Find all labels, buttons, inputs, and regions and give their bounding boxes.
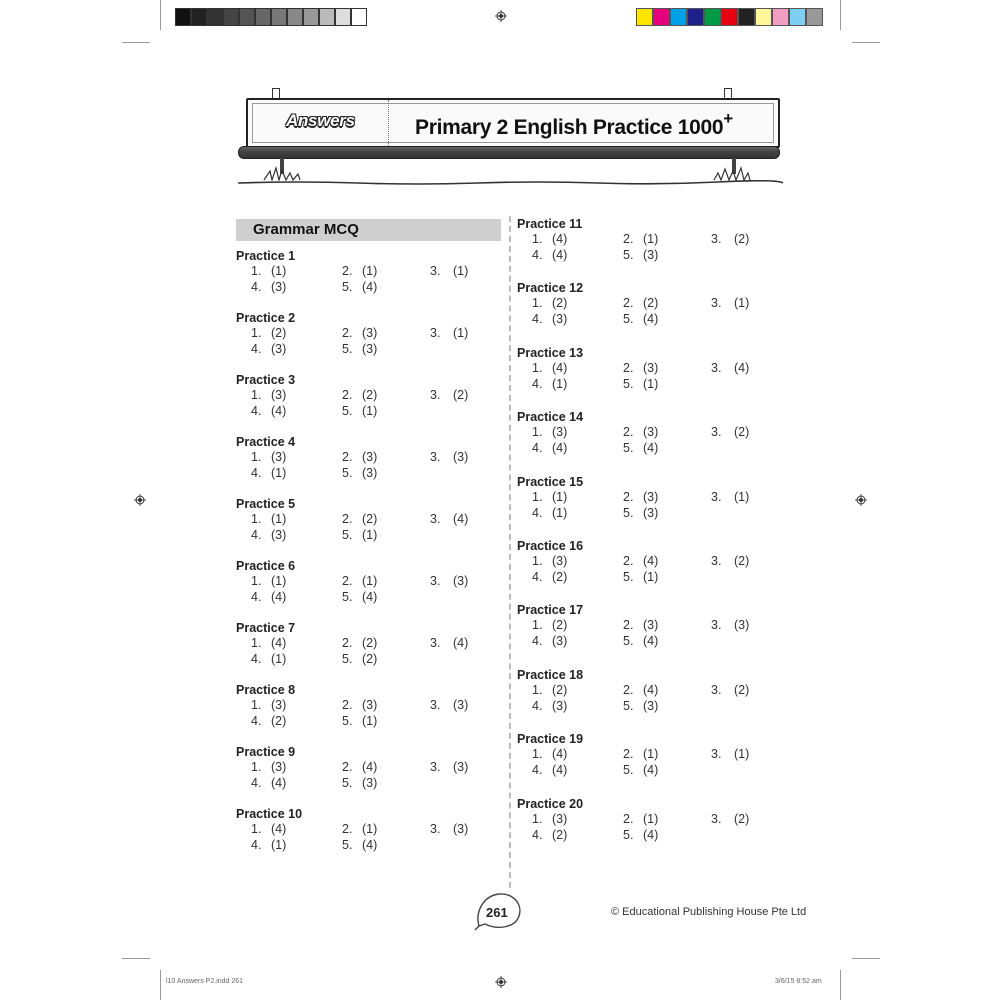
question-number: 2. [342, 512, 353, 526]
color-swatch [255, 8, 271, 26]
question-number: 1. [532, 618, 543, 633]
color-swatch [755, 8, 772, 26]
question-number: 3. [430, 636, 441, 650]
color-swatch [191, 8, 207, 26]
question-number: 3. [711, 554, 722, 568]
question-number: 2. [623, 489, 634, 504]
question-number: 3. [711, 296, 722, 311]
answer-value: (1) [552, 489, 568, 504]
color-swatch [271, 8, 287, 26]
answer-value: (3) [271, 342, 287, 356]
question-number: 5. [623, 698, 634, 713]
question-number: 4. [532, 248, 543, 262]
question-number: 4. [532, 634, 543, 649]
answer-value: (3) [362, 450, 378, 464]
question-number: 1. [251, 388, 262, 402]
question-number: 1. [532, 554, 543, 568]
registration-mark-icon [495, 10, 507, 22]
question-number: 5. [342, 652, 353, 666]
answer-value: (1) [271, 574, 287, 588]
question-number: 2. [342, 698, 353, 712]
question-number: 4. [251, 714, 262, 728]
question-number: 4. [251, 280, 262, 294]
color-swatch [287, 8, 303, 26]
answer-value: (1) [552, 376, 568, 391]
question-number: 4. [251, 776, 262, 790]
color-swatch [789, 8, 806, 26]
color-swatch [704, 8, 721, 26]
answer-value: (4) [271, 404, 287, 418]
question-number: 1. [532, 232, 543, 246]
answer-value: (3) [734, 618, 750, 633]
answer-value: (3) [643, 360, 659, 375]
question-number: 4. [251, 652, 262, 666]
answer-value: (1) [362, 264, 378, 278]
page-title: Primary 2 English Practice 1000+ [415, 109, 733, 139]
question-number: 1. [532, 296, 543, 311]
answer-value: (1) [453, 264, 469, 278]
question-number: 4. [532, 312, 543, 327]
question-number: 2. [623, 811, 634, 826]
answer-value: (1) [362, 714, 378, 728]
question-number: 1. [251, 264, 262, 278]
answer-value: (4) [643, 763, 659, 778]
question-number: 5. [342, 838, 353, 852]
answer-value: (3) [552, 554, 568, 568]
question-number: 1. [532, 360, 543, 375]
answer-value: (1) [643, 570, 659, 584]
answer-value: (4) [643, 827, 659, 842]
question-number: 5. [342, 528, 353, 542]
answer-value: (2) [362, 636, 378, 650]
registration-mark-icon [495, 976, 507, 988]
color-swatch [223, 8, 239, 26]
color-swatch [687, 8, 704, 26]
question-number: 1. [251, 760, 262, 774]
answer-value: (4) [643, 441, 659, 456]
question-number: 1. [532, 747, 543, 762]
practice-title: Practice 5 [236, 497, 296, 511]
answer-value: (2) [552, 296, 568, 311]
practice-title: Practice 8 [236, 683, 296, 697]
crop-mark [852, 42, 880, 43]
answer-value: (2) [362, 652, 378, 666]
answer-value: (4) [552, 747, 568, 762]
ground-line [238, 180, 783, 186]
answer-value: (1) [734, 489, 750, 504]
crop-mark [852, 958, 880, 959]
question-number: 2. [623, 425, 634, 440]
question-number: 5. [342, 714, 353, 728]
question-number: 4. [251, 404, 262, 418]
question-number: 5. [342, 280, 353, 294]
answer-value: (3) [271, 698, 287, 712]
question-number: 3. [711, 811, 722, 826]
question-number: 2. [623, 360, 634, 375]
answer-value: (4) [643, 312, 659, 327]
answer-value: (4) [552, 360, 568, 375]
question-number: 4. [251, 590, 262, 604]
question-number: 1. [532, 425, 543, 440]
registration-mark-icon [855, 494, 867, 506]
question-number: 4. [532, 441, 543, 456]
answer-value: (1) [362, 822, 378, 836]
crop-mark [840, 970, 841, 1000]
color-swatch [207, 8, 223, 26]
answer-value: (3) [643, 505, 659, 520]
question-number: 5. [342, 590, 353, 604]
question-number: 5. [623, 376, 634, 391]
answer-value: (4) [271, 636, 287, 650]
question-number: 1. [251, 326, 262, 340]
answer-value: (4) [734, 360, 750, 375]
practice-title: Practice 7 [236, 621, 296, 635]
answer-value: (2) [362, 388, 378, 402]
color-swatch [670, 8, 687, 26]
color-swatch [239, 8, 255, 26]
answer-value: (3) [552, 425, 568, 440]
answer-value: (4) [271, 776, 287, 790]
color-swatch [636, 8, 653, 26]
answer-value: (2) [734, 811, 750, 826]
answer-value: (1) [271, 512, 287, 526]
answer-value: (1) [643, 811, 659, 826]
answer-value: (1) [643, 232, 659, 246]
answer-value: (4) [362, 280, 378, 294]
question-number: 3. [430, 264, 441, 278]
signboard-divider [388, 100, 389, 146]
color-swatch [772, 8, 789, 26]
question-number: 2. [623, 747, 634, 762]
answer-value: (3) [643, 425, 659, 440]
question-number: 1. [532, 489, 543, 504]
answer-value: (4) [643, 682, 659, 697]
question-number: 3. [430, 760, 441, 774]
question-number: 4. [251, 342, 262, 356]
answer-value: (2) [271, 714, 287, 728]
crop-mark [840, 0, 841, 30]
question-number: 2. [342, 760, 353, 774]
question-number: 3. [711, 618, 722, 633]
signboard-plank [238, 146, 780, 159]
copyright-notice: © Educational Publishing House Pte Ltd [611, 906, 807, 918]
color-swatch [335, 8, 351, 26]
question-number: 1. [251, 636, 262, 650]
answer-value: (2) [734, 425, 750, 440]
answer-value: (2) [552, 570, 568, 584]
column-divider [509, 216, 511, 888]
crop-mark [122, 958, 150, 959]
answer-value: (4) [362, 838, 378, 852]
practice-title: Practice 3 [236, 373, 296, 387]
question-number: 4. [532, 376, 543, 391]
question-number: 3. [711, 232, 722, 246]
practice-title: Practice 4 [236, 435, 296, 449]
color-swatch [303, 8, 319, 26]
answer-value: (4) [362, 590, 378, 604]
answer-value: (3) [362, 698, 378, 712]
answer-value: (2) [552, 618, 568, 633]
question-number: 4. [251, 838, 262, 852]
question-number: 4. [532, 505, 543, 520]
question-number: 2. [342, 388, 353, 402]
answer-value: (1) [271, 466, 287, 480]
answer-value: (3) [362, 326, 378, 340]
question-number: 4. [532, 827, 543, 842]
practice-title: Practice 13 [517, 345, 584, 360]
question-number: 5. [342, 342, 353, 356]
answer-value: (3) [271, 450, 287, 464]
question-number: 2. [342, 264, 353, 278]
answer-value: (3) [552, 312, 568, 327]
practice-title: Practice 17 [517, 603, 584, 618]
question-number: 2. [342, 822, 353, 836]
question-number: 5. [623, 312, 634, 327]
practice-title: Practice 16 [517, 539, 584, 553]
practice-title: Practice 6 [236, 559, 296, 573]
answer-value: (1) [453, 326, 469, 340]
answer-value: (1) [643, 747, 659, 762]
question-number: 2. [623, 232, 634, 246]
answer-value: (1) [271, 838, 287, 852]
question-number: 3. [711, 489, 722, 504]
answer-value: (3) [643, 489, 659, 504]
question-number: 5. [623, 634, 634, 649]
answer-value: (1) [734, 747, 750, 762]
answer-value: (4) [643, 554, 659, 568]
question-number: 3. [430, 450, 441, 464]
answer-value: (3) [362, 776, 378, 790]
registration-mark-icon [134, 494, 146, 506]
question-number: 1. [251, 574, 262, 588]
question-number: 1. [251, 822, 262, 836]
section-heading: Grammar MCQ [253, 221, 359, 238]
answer-value: (3) [362, 342, 378, 356]
question-number: 2. [342, 574, 353, 588]
question-number: 3. [711, 682, 722, 697]
question-number: 2. [623, 296, 634, 311]
question-number: 4. [532, 698, 543, 713]
question-number: 5. [623, 505, 634, 520]
answer-value: (4) [552, 763, 568, 778]
answer-value: (4) [453, 636, 469, 650]
question-number: 2. [342, 450, 353, 464]
answer-value: (3) [271, 528, 287, 542]
file-slug: l10 Answers P2.indd 261 [166, 978, 244, 985]
practice-title: Practice 18 [517, 667, 584, 682]
answer-value: (3) [453, 822, 469, 836]
answer-value: (3) [271, 760, 287, 774]
answer-value: (3) [643, 248, 659, 262]
answer-value: (3) [552, 811, 568, 826]
question-number: 2. [342, 636, 353, 650]
answer-value: (2) [734, 682, 750, 697]
answer-value: (2) [453, 388, 469, 402]
answer-value: (1) [271, 652, 287, 666]
question-number: 1. [251, 450, 262, 464]
color-swatch [738, 8, 755, 26]
answer-value: (3) [453, 574, 469, 588]
question-number: 3. [430, 326, 441, 340]
answer-value: (1) [734, 296, 750, 311]
question-number: 5. [623, 763, 634, 778]
practice-title: Practice 12 [517, 281, 584, 296]
question-number: 1. [251, 512, 262, 526]
crop-mark [160, 0, 161, 30]
answer-value: (3) [453, 760, 469, 774]
color-swatch [721, 8, 738, 26]
question-number: 5. [623, 248, 634, 262]
answer-value: (2) [734, 554, 750, 568]
answer-value: (3) [552, 634, 568, 649]
question-number: 3. [430, 822, 441, 836]
crop-mark [122, 42, 150, 43]
answer-value: (3) [453, 450, 469, 464]
question-number: 5. [623, 441, 634, 456]
answer-value: (1) [362, 404, 378, 418]
question-number: 1. [532, 811, 543, 826]
color-swatch [175, 8, 191, 26]
question-number: 3. [711, 747, 722, 762]
answer-value: (4) [271, 590, 287, 604]
answer-value: (4) [643, 634, 659, 649]
practice-title: Practice 10 [236, 807, 303, 821]
practice-title: Practice 15 [517, 474, 584, 489]
answer-value: (3) [453, 698, 469, 712]
practice-title: Practice 1 [236, 249, 296, 263]
answer-value: (2) [552, 682, 568, 697]
grass-icon [712, 165, 752, 181]
question-number: 5. [623, 570, 634, 584]
answer-value: (2) [362, 512, 378, 526]
answer-value: (4) [453, 512, 469, 526]
answer-value: (3) [271, 388, 287, 402]
practice-title: Practice 14 [517, 410, 584, 425]
question-number: 4. [532, 763, 543, 778]
color-swatch [653, 8, 670, 26]
answer-value: (1) [643, 376, 659, 391]
answer-value: (2) [552, 827, 568, 842]
answer-value: (4) [552, 248, 568, 262]
question-number: 2. [623, 682, 634, 697]
question-number: 3. [430, 388, 441, 402]
practice-title: Practice 19 [517, 732, 584, 747]
practice-title: Practice 11 [517, 217, 583, 231]
practice-title: Practice 9 [236, 745, 296, 759]
color-swatch [351, 8, 367, 26]
answer-value: (3) [643, 698, 659, 713]
practice-title: Practice 20 [517, 796, 584, 811]
question-number: 3. [711, 360, 722, 375]
question-number: 4. [251, 466, 262, 480]
crop-mark [160, 970, 161, 1000]
question-number: 3. [430, 698, 441, 712]
answer-value: (1) [271, 264, 287, 278]
date-slug: 3/6/15 8:52 am [775, 978, 822, 985]
question-number: 1. [251, 698, 262, 712]
question-number: 5. [342, 776, 353, 790]
question-number: 2. [342, 326, 353, 340]
color-swatch [319, 8, 335, 26]
answer-value: (3) [271, 280, 287, 294]
question-number: 5. [342, 404, 353, 418]
answer-value: (1) [552, 505, 568, 520]
answers-label: Answers [286, 111, 355, 130]
question-number: 5. [342, 466, 353, 480]
question-number: 2. [623, 618, 634, 633]
question-number: 1. [532, 682, 543, 697]
color-swatch [806, 8, 823, 26]
answer-value: (1) [362, 528, 378, 542]
question-number: 4. [532, 570, 543, 584]
answer-value: (1) [362, 574, 378, 588]
practice-title: Practice 2 [236, 311, 296, 325]
question-number: 2. [623, 554, 634, 568]
question-number: 5. [623, 827, 634, 842]
answer-value: (3) [643, 618, 659, 633]
answer-value: (3) [362, 466, 378, 480]
question-number: 3. [430, 574, 441, 588]
answer-value: (4) [362, 760, 378, 774]
grass-icon [262, 165, 302, 181]
question-number: 4. [251, 528, 262, 542]
page-number: 261 [486, 905, 508, 920]
question-number: 3. [711, 425, 722, 440]
answer-value: (4) [271, 822, 287, 836]
answer-value: (2) [734, 232, 750, 246]
answer-value: (4) [552, 232, 568, 246]
answer-value: (4) [552, 441, 568, 456]
answer-value: (3) [552, 698, 568, 713]
answer-value: (2) [271, 326, 287, 340]
question-number: 3. [430, 512, 441, 526]
answer-value: (2) [643, 296, 659, 311]
